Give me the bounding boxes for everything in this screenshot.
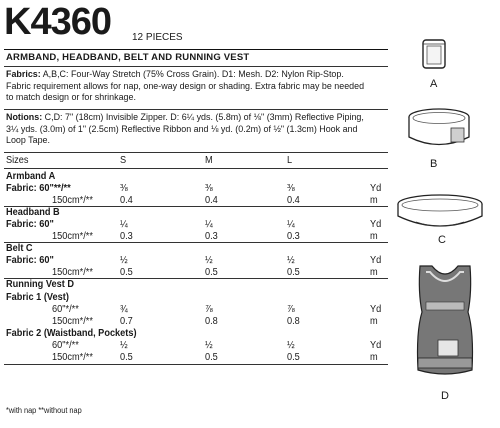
pattern-title: ARMBAND, HEADBAND, BELT AND RUNNING VEST [6, 52, 250, 63]
cell-unit: m [370, 315, 378, 327]
running-vest-illustration [410, 262, 480, 386]
notions-label: Notions: [6, 112, 43, 123]
divider [4, 242, 388, 243]
cell-unit: Yd [370, 303, 382, 315]
row-label: 60"*/** [52, 303, 79, 315]
row-label: Headband B [6, 207, 60, 219]
divider [4, 49, 388, 50]
divider [4, 152, 388, 153]
row-label: Belt C [6, 243, 33, 255]
view-c-label: C [438, 234, 446, 246]
cell-size-s: ⅜ [120, 183, 128, 195]
divider [4, 206, 388, 207]
view-d-label: D [441, 390, 449, 402]
cell-size-l: ½ [287, 339, 295, 351]
armband-illustration [420, 38, 450, 74]
cell-size-m: 0.4 [205, 195, 218, 207]
cell-size-m: ½ [205, 339, 213, 351]
cell-size-m: 0.5 [205, 351, 218, 363]
cell-size-m: 0.5 [205, 267, 218, 279]
notions-paragraph [6, 112, 365, 147]
cell-unit: Yd [370, 183, 382, 195]
pattern-number: K4360 [4, 1, 111, 43]
headband-illustration [403, 106, 475, 156]
cell-size-l: ⅞ [287, 303, 295, 315]
cell-size-l: 0.5 [287, 351, 300, 363]
row-label: Armband A [6, 171, 56, 182]
cell-size-m: ⅞ [205, 303, 213, 315]
fabrics-text: A,B,C: Four-Way Stretch (75% Cross Grain). D1: Mesh. D2: Nylon Rip-Stop. Fabric requirement allows for nap, one-way design or shading. Extra fabric may be needed to match design or for shrinkage. [6, 69, 365, 104]
cell-size-l: 0.3 [287, 231, 300, 243]
cell-size-m: ⅜ [205, 183, 213, 195]
belt-illustration [394, 192, 486, 236]
size-l-header: L [287, 155, 293, 166]
cell-unit: Yd [370, 255, 382, 267]
fabrics-label: Fabrics: [6, 69, 41, 80]
cell-size-l: ⅜ [287, 183, 295, 195]
row-label: 150cm*/** [52, 351, 93, 363]
cell-size-s: ¼ [120, 219, 128, 231]
cell-size-l: ¼ [287, 219, 295, 231]
cell-unit: Yd [370, 219, 382, 231]
row-label: Fabric: 60" [6, 219, 54, 231]
cell-size-l: 0.8 [287, 315, 300, 327]
cell-unit: m [370, 231, 378, 243]
cell-size-s: 0.7 [120, 315, 133, 327]
cell-size-l: 0.5 [287, 267, 300, 279]
view-b-label: B [430, 158, 438, 170]
notions-text: C,D: 7" (18cm) Invisible Zipper. D: 6¼ yds. (5.8m) of ⅛" (3mm) Reflective Piping, 3¼ yds. (3.0m) of 1" (2.5cm) Reflective Ribbon and ⅛ yd. (0.2m) of ½" (1.3cm) Hook and Loop Tape. [6, 112, 364, 147]
sizes-header: Sizes [6, 155, 29, 166]
cell-size-s: 0.5 [120, 267, 133, 279]
row-label: 150cm*/** [52, 195, 93, 207]
cell-size-s: ½ [120, 339, 128, 351]
cell-unit: m [370, 267, 378, 279]
cell-size-l: 0.4 [287, 195, 300, 207]
row-label: 60"*/** [52, 339, 79, 351]
cell-size-s: 0.5 [120, 351, 133, 363]
row-label: 150cm*/** [52, 231, 93, 243]
row-label: Fabric: 60" [6, 255, 54, 267]
divider [4, 109, 388, 110]
row-label: 150cm*/** [52, 267, 93, 279]
cell-unit: m [370, 351, 378, 363]
cell-size-s: 0.4 [120, 195, 133, 207]
cell-size-m: ¼ [205, 219, 213, 231]
divider [4, 66, 388, 67]
cell-size-s: ¾ [120, 303, 128, 315]
cell-size-m: 0.3 [205, 231, 218, 243]
cell-unit: m [370, 195, 378, 207]
cell-size-s: ½ [120, 255, 128, 267]
row-label: Fabric: 60"**/** [6, 183, 71, 195]
divider [4, 364, 388, 365]
row-label: Fabric 2 (Waistband, Pockets) [6, 327, 137, 339]
fabrics-paragraph [6, 69, 365, 104]
size-m-header: M [205, 155, 213, 166]
row-label: Running Vest D [6, 279, 74, 291]
row-label: 150cm*/** [52, 315, 93, 327]
cell-size-m: ½ [205, 255, 213, 267]
pieces-count: 12 PIECES [132, 32, 183, 43]
size-s-header: S [120, 155, 127, 166]
row-label: Fabric 1 (Vest) [6, 291, 69, 303]
divider [4, 168, 388, 169]
cell-size-s: 0.3 [120, 231, 133, 243]
cell-unit: Yd [370, 339, 382, 351]
view-a-label: A [430, 78, 438, 90]
cell-size-l: ½ [287, 255, 295, 267]
cell-size-m: 0.8 [205, 315, 218, 327]
footnote: *with nap **without nap [6, 406, 82, 415]
